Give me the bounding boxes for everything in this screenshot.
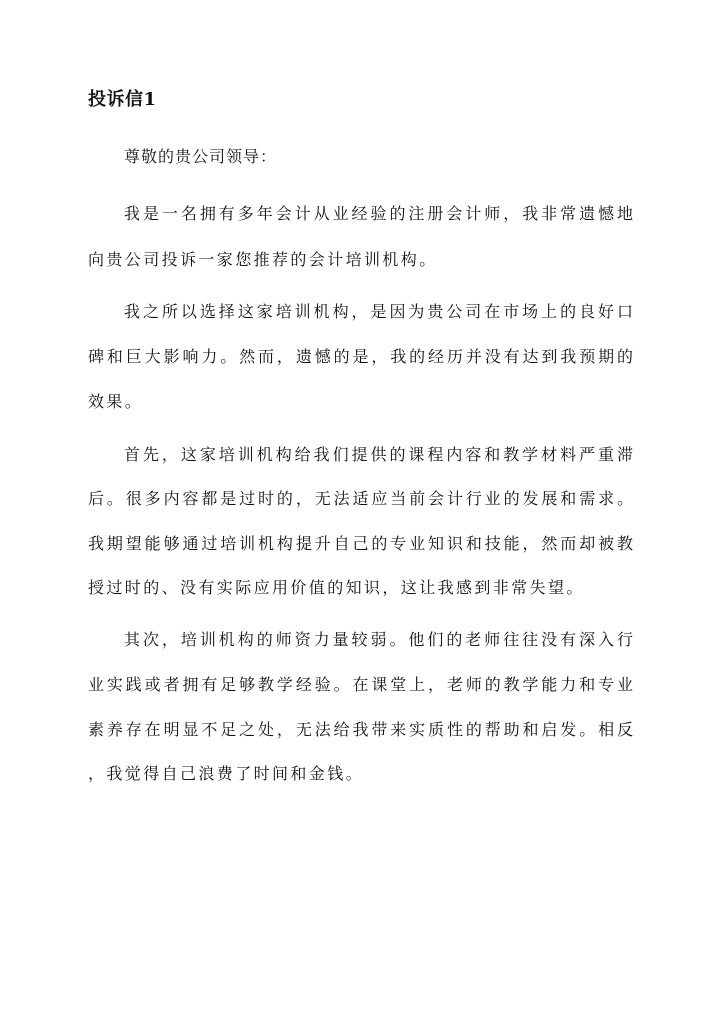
paragraph-1-line-2: 向贵公司投诉一家您推荐的会计培训机构。 xyxy=(88,250,438,269)
paragraph-4-line-2: 业实践或者拥有足够教学经验。在课堂上，老师的教学能力和专业 xyxy=(88,675,633,694)
document-title: 投诉信1 xyxy=(88,89,157,110)
paragraph-2-line-3: 效果。 xyxy=(88,392,144,411)
paragraph-3-line-3: 我期望能够通过培训机构提升自己的专业知识和技能，然而却被教 xyxy=(88,534,633,553)
paragraph-2-line-1: 我之所以选择这家培训机构，是因为贵公司在市场上的良好口 xyxy=(124,302,633,321)
greeting-line: 尊敬的贵公司领导： xyxy=(124,147,278,166)
paragraph-3-line-4: 授过时的、没有实际应用价值的知识，这让我感到非常失望。 xyxy=(88,578,585,597)
paragraph-4-line-3: 素养存在明显不足之处，无法给我带来实质性的帮助和启发。相反 xyxy=(88,720,633,739)
paragraph-4-line-1: 其次，培训机构的师资力量较弱。他们的老师往往没有深入行 xyxy=(124,630,633,649)
paragraph-4-line-4: ，我觉得自己浪费了时间和金钱。 xyxy=(88,764,365,783)
paragraph-3-line-1: 首先，这家培训机构给我们提供的课程内容和教学材料严重滞 xyxy=(124,445,633,464)
paragraph-1-line-1: 我是一名拥有多年会计从业经验的注册会计师，我非常遗憾地 xyxy=(124,204,633,223)
paragraph-3-line-2: 后。很多内容都是过时的，无法适应当前会计行业的发展和需求。 xyxy=(88,489,633,508)
paragraph-2-line-2: 碑和巨大影响力。然而，遗憾的是，我的经历并没有达到我预期的 xyxy=(88,347,633,366)
